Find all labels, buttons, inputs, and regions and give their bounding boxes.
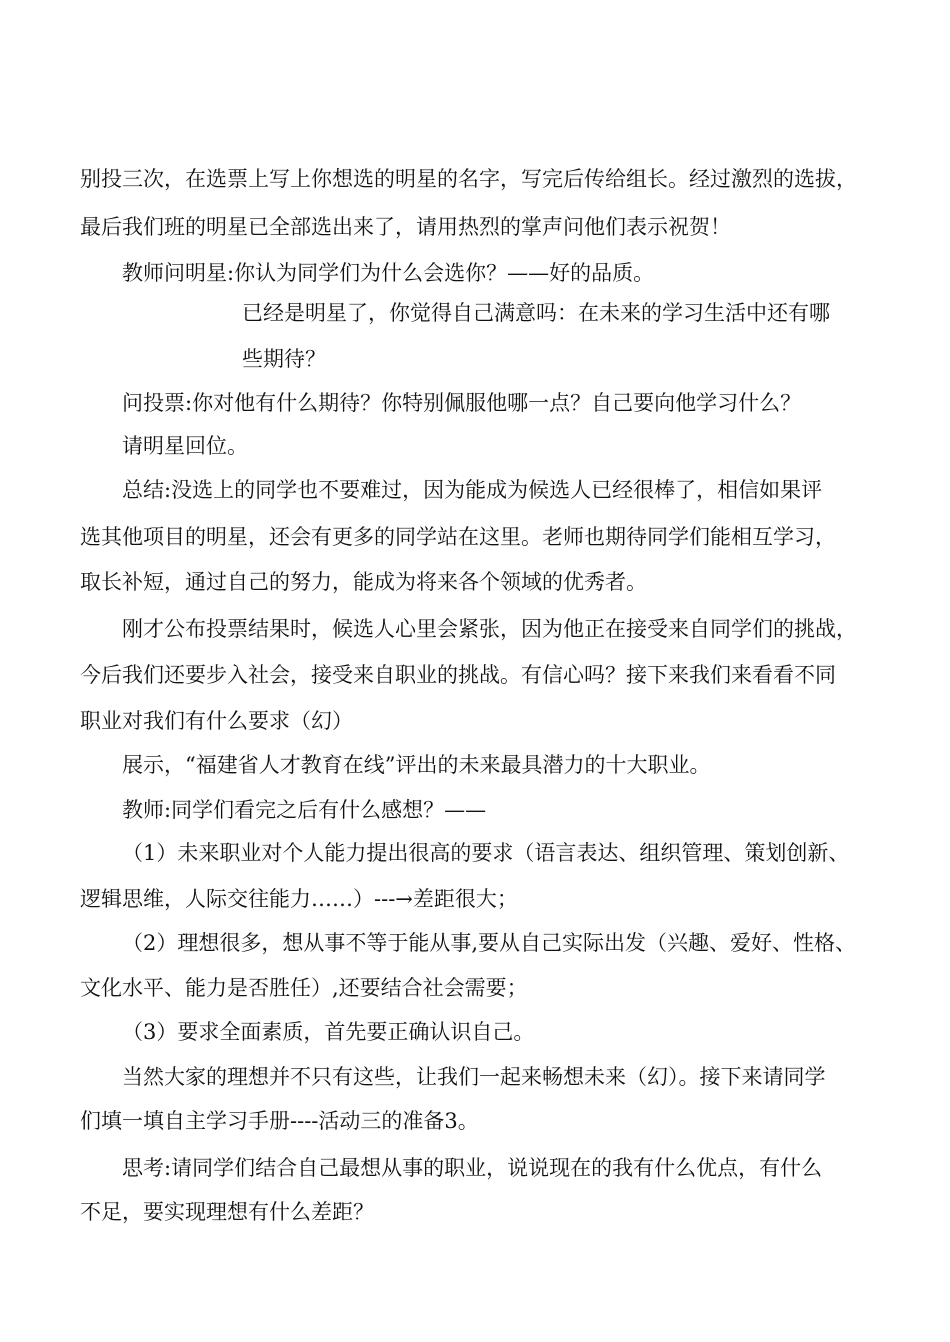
text-line-14: 展示，“福建省人才教育在线”评出的未来最具潜力的十大职业。 [122, 753, 711, 777]
text-line-18: （2）理想很多，想从事不等于能从事,要从自己实际出发（兴趣、爱好、性格、 [122, 931, 857, 955]
text-line-19: 文化水平、能力是否胜任）,还要结合社会需要； [80, 976, 528, 1000]
text-line-1: 别投三次，在选票上写上你想选的明星的名字，写完后传给组长。经过激烈的选拔， [80, 167, 857, 191]
text-line-9: 选其他项目的明星，还会有更多的同学站在这里。老师也期待同学们能相互学习， [80, 525, 836, 549]
text-line-2: 最后我们班的明星已全部选出来了，请用热烈的掌声问他们表示祝贺！ [80, 215, 731, 239]
text-line-10: 取长补短，通过自己的努力，能成为将来各个领域的优秀者。 [80, 570, 647, 594]
text-line-21: 当然大家的理想并不只有这些，让我们一起来畅想未来（幻）。接下来请同学 [122, 1065, 826, 1089]
text-line-11: 刚才公布投票结果时，候选人心里会紧张，因为他正在接受来自同学们的挑战， [122, 617, 857, 641]
text-line-16: （1）未来职业对个人能力提出很高的要求（语言表达、组织管理、策划创新、 [122, 841, 850, 865]
text-line-8: 总结:没选上的同学也不要难过，因为能成为候选人已经很棒了，相信如果评 [122, 478, 823, 502]
text-line-5: 些期待？ [242, 347, 326, 371]
text-line-6: 问投票:你对他有什么期待？你特别佩服他哪一点？自己要向他学习什么？ [122, 391, 802, 415]
text-line-7: 请明星回位。 [122, 434, 248, 458]
text-line-15: 教师:同学们看完之后有什么感想？—— [122, 798, 487, 822]
text-line-4: 已经是明星了，你觉得自己满意吗：在未来的学习生活中还有哪 [242, 301, 830, 325]
text-line-12: 今后我们还要步入社会，接受来自职业的挑战。有信心吗？接下来我们来看看不同 [80, 663, 836, 687]
text-line-17: 逻辑思维，人际交往能力……）---→差距很大； [80, 887, 518, 911]
text-line-20: （3）要求全面素质，首先要正确认识自己。 [122, 1020, 535, 1044]
text-line-3: 教师问明星:你认为同学们为什么会选你？——好的品质。 [122, 261, 655, 285]
text-line-24: 不足，要实现理想有什么差距？ [80, 1200, 374, 1224]
text-line-13: 职业对我们有什么要求（幻） [80, 709, 353, 733]
text-line-23: 思考:请同学们结合自己最想从事的职业，说说现在的我有什么优点，有什么 [122, 1156, 823, 1180]
text-line-22: 们填一填自主学习手册----活动三的准备3。 [80, 1109, 479, 1133]
